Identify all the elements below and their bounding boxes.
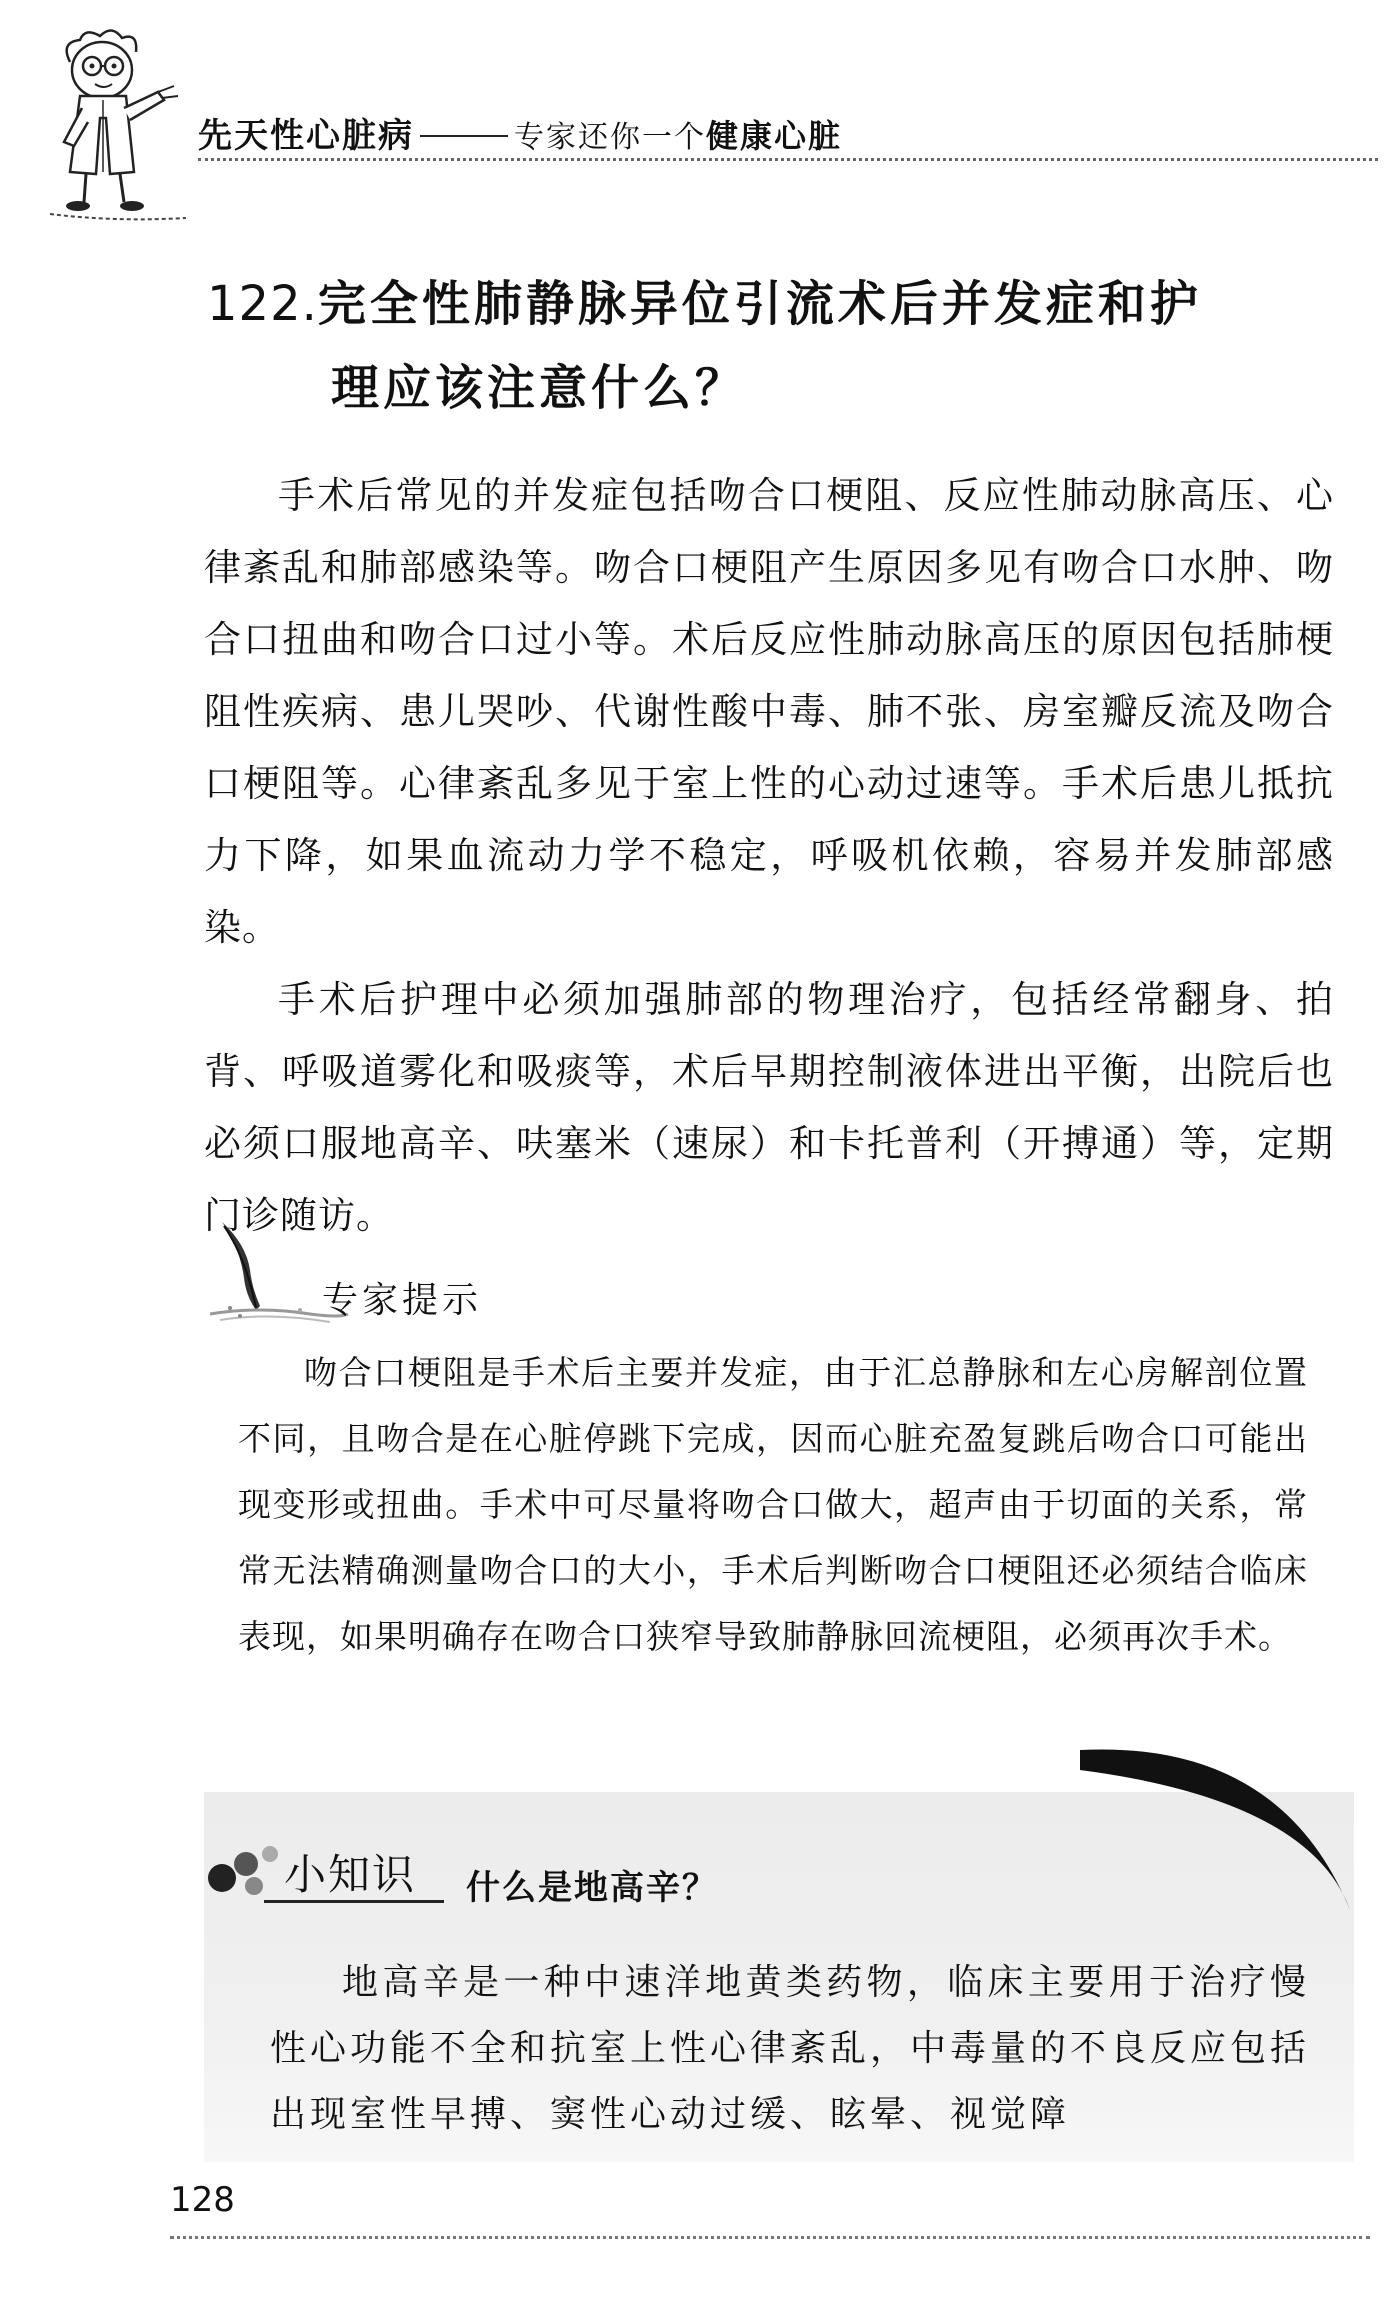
subtitle-plain: 专家还你一个 — [514, 120, 706, 155]
knowledge-question: 什么是地高辛？ — [466, 1868, 718, 1908]
question-line-1 — [207, 262, 1337, 346]
footer-divider — [170, 2236, 1370, 2239]
doctor-cartoon-icon — [40, 22, 190, 222]
knowledge-underline — [264, 1900, 444, 1903]
answer-body — [204, 460, 1334, 1252]
header-divider — [198, 158, 1378, 161]
question-number: 122. — [207, 276, 318, 332]
tip-paragraph: 吻合口梗阻是手术后主要并发症，由于汇总静脉和左心房解剖位置不同，且吻合是在心脏停跳下完成，因而心脏充盈复跳后吻合口可能出现变形或扭曲。手术中可尽量将吻合口做大，超声由于切面的关系，常常无法精确测量吻合口的大小，手术后判断吻合口梗阻还必须结合临床表现，如果明确存在吻合口狭窄导致肺静脉回流梗阻，必须再次手术。 — [238, 1353, 1308, 1656]
body-paragraph: 手术后护理中必须加强肺部的物理治疗，包括经常翻身、拍背、呼吸道雾化和吸痰等，术后早期控制液体进出平衡，出院后也必须口服地高辛、呋塞米（速尿）和卡托普利（开搏通）等，定期门诊随访。 — [204, 978, 1334, 1237]
question-text-1: 完全性肺静脉异位引流术后并发症和护 — [317, 276, 1202, 332]
subtitle-bold: 健康心脏 — [706, 117, 843, 155]
knowledge-label: 小知识 — [284, 1850, 417, 1899]
body-paragraph: 手术后常见的并发症包括吻合口梗阻、反应性肺动脉高压、心律紊乱和肺部感染等。吻合口梗阻产生原因多见有吻合口水肿、吻合口扭曲和吻合口过小等。术后反应性肺动脉高压的原因包括肺梗阻性疾病、患儿哭吵、代谢性酸中毒、肺不张、房室瓣反流及吻合口梗阻等。心律紊乱多见于室上性的心动过速等。手术后患儿抵抗力下降，如果血流动力学不稳定，呼吸机依赖，容易并发肺部感染。 — [204, 474, 1334, 949]
running-header — [198, 108, 842, 156]
page-header — [0, 0, 1392, 230]
page-number: 128 — [170, 2180, 235, 2220]
book-title: 先天性心脏病 — [198, 116, 414, 156]
question-title — [207, 262, 1337, 430]
expert-tip-label: 专家提示 — [322, 1280, 483, 1321]
corner-swoosh-decoration — [1080, 1740, 1360, 1920]
expert-tip-text — [238, 1340, 1308, 1670]
knowledge-heading — [204, 1830, 1104, 1910]
title-dash — [420, 135, 508, 137]
expert-tip-heading — [200, 1218, 600, 1328]
knowledge-text — [270, 1950, 1310, 2148]
question-line-2: 理应该注意什么？ — [331, 360, 748, 416]
knowledge-paragraph: 地高辛是一种中速洋地黄类药物，临床主要用于治疗慢性心功能不全和抗室上性心律紊乱，中毒量的不良反应包括出现室性早搏、窦性心动过缓、眩晕、视觉障 — [270, 1962, 1311, 2135]
